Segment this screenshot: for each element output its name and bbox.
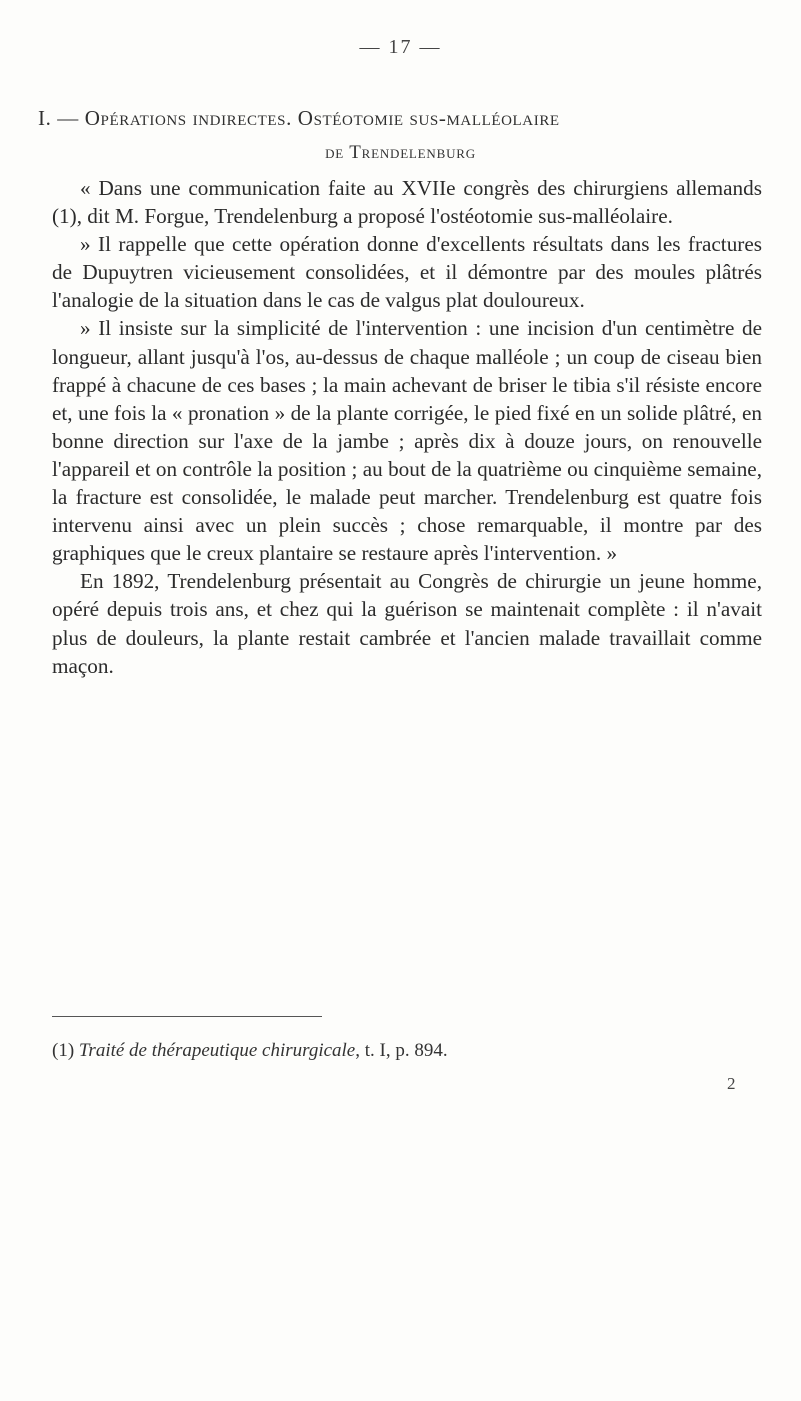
footnote-reference: , t. I, p. 894.	[355, 1040, 448, 1061]
body-text	[52, 174, 762, 680]
footnote	[52, 1040, 752, 1062]
paragraph: » Il insiste sur la simplicité de l'intervention : une incision d'un centimètre de longueur, allant jusqu'à l'os, au-dessus de chaque malléole ; un coup de ciseau bien frappé à chacune de ces bases ; la main achevant de briser le tibia s'il résiste encore et, une fois la « pronation » de la plante corrigée, le pied fixé en un solide plâtré, en bonne direction sur l'axe de la jambe ; après dix à douze jours, on renouvelle l'appareil et on contrôle la position ; au bout de la quatrième ou cinquième semaine, la fracture est consolidée, le malade peut marcher. Trendelenburg est quatre fois intervenu ainsi avec un plein succès ; chose remarquable, il montre par des graphiques que le creux plantaire se restaure après l'intervention. »	[52, 316, 762, 566]
footnote-title: Traité de thérapeutique chirurgicale	[78, 1040, 356, 1061]
section-subheading: de Trendelenburg	[325, 142, 476, 163]
section-heading: I. — Opérations indirectes. Ostéotomie sus-malléolaire	[38, 106, 560, 130]
paragraph: » Il rappelle que cette opération donne d'excellents résultats dans les fractures de Dupuytren vicieusement consolidées, et il démontre par des moules plâtrés l'analogie de la situation dans le cas de valgus plat douloureux.	[52, 232, 762, 313]
paragraph: En 1892, Trendelenburg présentait au Congrès de chirurgie un jeune homme, opéré depuis trois ans, et chez qui la guérison se maintenait complète : il n'avait plus de douleurs, la plante restait cambrée et l'ancien malade travaillait comme maçon.	[52, 569, 762, 678]
footnote-divider	[52, 1016, 322, 1017]
page-number: — 17 —	[359, 36, 442, 58]
footnote-marker: (1)	[52, 1040, 75, 1061]
paragraph: « Dans une communication faite au XVIIe congrès des chirurgiens allemands (1), dit M. Forgue, Trendelenburg a proposé l'ostéotomie sus-malléolaire.	[52, 176, 762, 229]
signature-mark: 2	[727, 1074, 736, 1093]
